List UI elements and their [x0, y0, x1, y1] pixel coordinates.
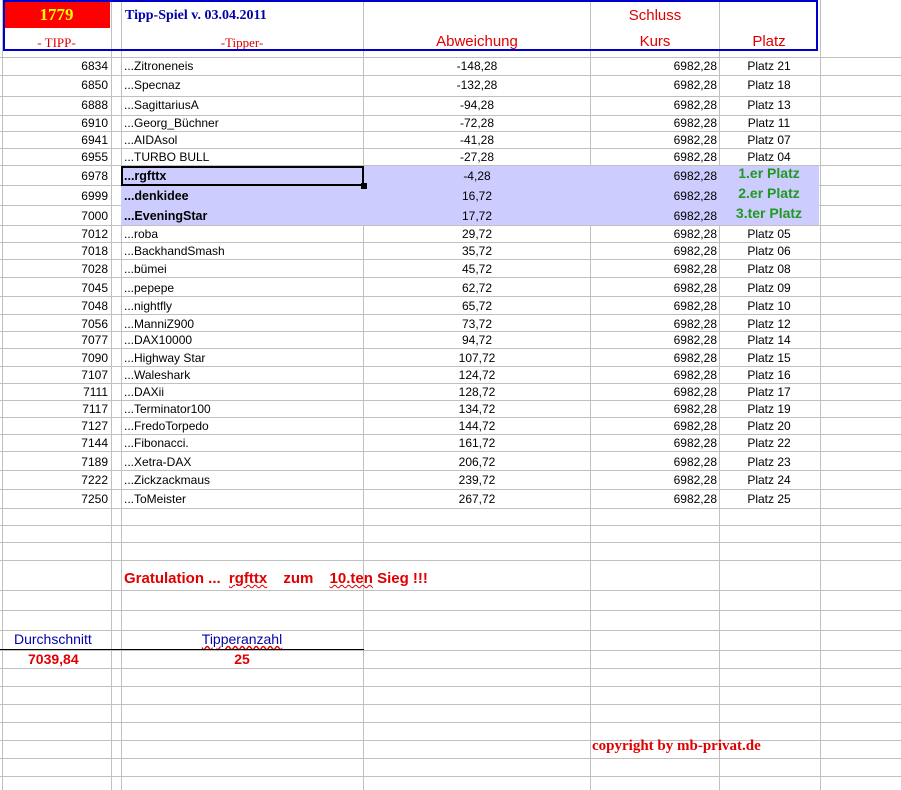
tipp-cell[interactable]: 7028 [81, 262, 108, 276]
row-gridline [0, 776, 901, 777]
tipper-name-cell[interactable]: ...Highway Star [124, 351, 206, 365]
row-gridline [0, 610, 901, 611]
tipp-cell[interactable]: 7045 [81, 281, 108, 295]
tipp-cell[interactable]: 7222 [81, 473, 108, 487]
kurs-cell[interactable]: 6982,28 [673, 227, 717, 241]
abweichung-cell[interactable]: 128,72 [458, 385, 496, 399]
kurs-cell[interactable]: 6982,28 [673, 150, 717, 164]
platz-cell[interactable]: 3.ter Platz [735, 205, 803, 221]
platz-cell[interactable]: Platz 23 [747, 455, 791, 469]
platz-cell[interactable]: Platz 25 [747, 492, 791, 506]
column-gridline [111, 0, 112, 790]
tipper-name-cell[interactable]: ...EveningStar [124, 209, 208, 223]
row-gridline [0, 704, 901, 705]
header-border [3, 0, 818, 51]
platz-cell[interactable]: Platz 18 [747, 78, 791, 92]
tipp-cell[interactable]: 7056 [81, 317, 108, 331]
kurs-cell[interactable]: 6982,28 [673, 116, 717, 130]
platz-cell[interactable]: Platz 06 [747, 244, 791, 258]
count-value: 25 [234, 651, 250, 667]
abweichung-cell[interactable]: 144,72 [458, 419, 496, 433]
tipp-cell[interactable]: 6888 [81, 98, 108, 112]
count-label: Tipperanzahl [201, 631, 283, 647]
platz-cell[interactable]: Platz 07 [747, 133, 791, 147]
row-gridline [0, 590, 901, 591]
abweichung-cell[interactable]: 134,72 [458, 402, 496, 416]
abweichung-cell[interactable]: 62,72 [461, 281, 493, 295]
kurs-cell[interactable]: 6982,28 [673, 351, 717, 365]
tipper-name-cell[interactable]: ...DAX10000 [124, 333, 193, 347]
platz-cell[interactable]: Platz 20 [747, 419, 791, 433]
abweichung-cell[interactable]: 107,72 [458, 351, 496, 365]
kurs-cell[interactable]: 6982,28 [673, 436, 717, 450]
platz-cell[interactable]: Platz 10 [747, 299, 791, 313]
tipp-cell[interactable]: 7189 [81, 455, 108, 469]
kurs-cell[interactable]: 6982,28 [673, 262, 717, 276]
tipper-name-cell[interactable]: ...FredoTorpedo [124, 419, 209, 433]
abweichung-cell[interactable]: -72,28 [459, 116, 495, 130]
abweichung-cell[interactable]: -27,28 [459, 150, 495, 164]
platz-cell[interactable]: Platz 24 [747, 473, 791, 487]
tipper-name-cell[interactable]: ...ToMeister [124, 492, 187, 506]
tipp-cell[interactable]: 6955 [81, 150, 108, 164]
tipp-cell[interactable]: 7107 [81, 368, 108, 382]
kurs-cell[interactable]: 6982,28 [673, 78, 717, 92]
kurs-cell[interactable]: 6982,28 [673, 189, 717, 203]
tipper-name-cell[interactable]: ...DAXii [124, 385, 165, 399]
abweichung-cell[interactable]: -4,28 [463, 169, 491, 183]
abweichung-cell[interactable]: 29,72 [461, 227, 493, 241]
platz-cell[interactable]: Platz 21 [747, 59, 791, 73]
game-title: Tipp-Spiel v. 03.04.2011 [125, 8, 267, 23]
platz-cell[interactable]: Platz 05 [747, 227, 791, 241]
gratulation-prefix: Gratulation ... [124, 570, 221, 587]
fill-handle[interactable] [361, 183, 367, 189]
tipp-cell[interactable]: 7090 [81, 351, 108, 365]
kurs-cell[interactable]: 6982,28 [673, 98, 717, 112]
tipp-cell[interactable]: 6834 [81, 59, 108, 73]
tipp-cell[interactable]: 7250 [81, 492, 108, 506]
tipper-name-cell[interactable]: ...nightfly [124, 299, 173, 313]
tipp-cell[interactable]: 7127 [81, 419, 108, 433]
kurs-cell[interactable]: 6982,28 [673, 492, 717, 506]
kurs-cell[interactable]: 6982,28 [673, 133, 717, 147]
abweichung-cell[interactable]: 16,72 [461, 189, 493, 203]
platz-cell[interactable]: Platz 16 [747, 368, 791, 382]
tipp-cell[interactable]: 6978 [81, 169, 108, 183]
tipp-cell[interactable]: 7018 [81, 244, 108, 258]
abweichung-cell[interactable]: 17,72 [461, 209, 493, 223]
tipper-name-cell[interactable]: ...Terminator100 [124, 402, 211, 416]
tipp-cell[interactable]: 6941 [81, 133, 108, 147]
row-gridline [0, 722, 901, 723]
kurs-cell[interactable]: 6982,28 [673, 59, 717, 73]
platz-cell[interactable]: Platz 19 [747, 402, 791, 416]
tipp-cell[interactable]: 7077 [81, 333, 108, 347]
copyright-text: copyright by mb-privat.de [592, 738, 761, 754]
kurs-cell[interactable]: 6982,28 [673, 419, 717, 433]
kurs-cell[interactable]: 6982,28 [673, 473, 717, 487]
abweichung-cell[interactable]: 124,72 [458, 368, 496, 382]
kurs-cell[interactable]: 6982,28 [673, 209, 717, 223]
kurs-cell[interactable]: 6982,28 [673, 244, 717, 258]
entry-count: 1779 [39, 5, 74, 24]
platz-cell[interactable]: Platz 22 [747, 436, 791, 450]
platz-cell[interactable]: Platz 12 [747, 317, 791, 331]
kurs-cell[interactable]: 6982,28 [673, 317, 717, 331]
platz-cell[interactable]: 1.er Platz [738, 165, 800, 181]
col-header-tipp: - TIPP- [37, 35, 76, 50]
tipp-cell[interactable]: 6999 [81, 189, 108, 203]
tipper-name-cell[interactable]: ...Waleshark [124, 368, 191, 382]
kurs-cell[interactable]: 6982,28 [673, 455, 717, 469]
kurs-cell[interactable]: 6982,28 [673, 169, 717, 183]
tipper-name-cell[interactable]: ...SagittariusA [124, 98, 199, 112]
active-cell-selection[interactable] [121, 166, 364, 186]
tipper-name-cell[interactable]: ...BackhandSmash [124, 244, 225, 258]
tipp-cell[interactable]: 6910 [81, 116, 108, 130]
schluss-label: Schluss [628, 7, 682, 24]
col-header-abweichung: Abweichung [436, 33, 518, 50]
platz-cell[interactable]: Platz 14 [747, 333, 791, 347]
platz-cell[interactable]: Platz 13 [747, 98, 791, 112]
abweichung-cell[interactable]: 65,72 [461, 299, 493, 313]
gratulation-count: 10.ten [329, 570, 373, 587]
abweichung-cell[interactable]: 73,72 [461, 317, 493, 331]
gratulation-winner: rgfttx [228, 570, 268, 587]
kurs-cell[interactable]: 6982,28 [673, 368, 717, 382]
col-header-tipper: -Tipper- [220, 35, 264, 50]
stats-underline [0, 649, 364, 650]
tipp-cell[interactable]: 7144 [81, 436, 108, 450]
platz-cell[interactable]: Platz 08 [747, 262, 791, 276]
col-header-platz: Platz [752, 33, 786, 50]
row-gridline [0, 542, 901, 543]
gratulation-line [124, 569, 428, 589]
tipper-name-cell[interactable]: ...bümei [124, 262, 167, 276]
tipp-cell[interactable]: 7000 [81, 209, 108, 223]
row-gridline [0, 686, 901, 687]
tipper-name-cell[interactable]: ...ManniZ900 [124, 317, 195, 331]
abweichung-cell[interactable]: -94,28 [459, 98, 495, 112]
tipp-cell[interactable]: 6850 [81, 78, 108, 92]
abweichung-cell[interactable]: 239,72 [458, 473, 496, 487]
tipper-name-cell[interactable]: ...roba [124, 227, 159, 241]
tipper-name-cell[interactable]: ...denkidee [124, 189, 189, 203]
row-gridline [0, 75, 901, 76]
tipper-name-cell[interactable]: ...Georg_Büchner [124, 116, 219, 130]
abweichung-cell[interactable]: -148,28 [456, 59, 498, 73]
tipper-name-cell[interactable]: ...Zickzackmaus [124, 473, 211, 487]
average-value: 7039,84 [28, 651, 79, 667]
row-gridline [0, 758, 901, 759]
row-gridline [0, 525, 901, 526]
tipper-name-cell[interactable]: ...rgfttx [124, 169, 167, 183]
kurs-cell[interactable]: 6982,28 [673, 281, 717, 295]
row-gridline [0, 489, 901, 490]
platz-cell[interactable]: Platz 09 [747, 281, 791, 295]
tipper-name-cell[interactable]: ...Zitroneneis [124, 59, 194, 73]
tipp-cell[interactable]: 7012 [81, 227, 108, 241]
abweichung-cell[interactable]: 45,72 [461, 262, 493, 276]
gratulation-suffix: Sieg !!! [377, 570, 428, 587]
kurs-cell[interactable]: 6982,28 [673, 299, 717, 313]
tipper-name-cell[interactable]: ...Specnaz [124, 78, 181, 92]
tipper-name-cell[interactable]: ...Xetra-DAX [124, 455, 192, 469]
platz-cell[interactable]: Platz 11 [747, 116, 791, 130]
platz-cell[interactable]: Platz 17 [747, 385, 791, 399]
tipper-name-cell[interactable]: ...AIDAsol [124, 133, 178, 147]
kurs-cell[interactable]: 6982,28 [673, 402, 717, 416]
gratulation-zum: zum [283, 570, 314, 587]
kurs-cell[interactable]: 6982,28 [673, 385, 717, 399]
abweichung-cell[interactable]: 267,72 [458, 492, 496, 506]
column-gridline [820, 0, 821, 790]
abweichung-cell[interactable]: -41,28 [459, 133, 495, 147]
tipp-cell[interactable]: 7117 [82, 402, 108, 416]
tipp-cell[interactable]: 7111 [83, 385, 108, 399]
abweichung-cell[interactable]: 161,72 [458, 436, 496, 450]
row-gridline [0, 508, 901, 509]
row-gridline [0, 668, 901, 669]
abweichung-cell[interactable]: -132,28 [456, 78, 498, 92]
tipper-name-cell[interactable]: ...pepepe [124, 281, 175, 295]
row-gridline [0, 560, 901, 561]
abweichung-cell[interactable]: 206,72 [458, 455, 496, 469]
platz-cell[interactable]: 2.er Platz [738, 185, 800, 201]
platz-cell[interactable]: Platz 04 [747, 150, 791, 164]
col-header-kurs: Kurs [639, 33, 671, 50]
row-gridline [0, 740, 901, 741]
tipper-name-cell[interactable]: ...Fibonacci. [124, 436, 189, 450]
tipper-name-cell[interactable]: ...TURBO BULL [124, 150, 210, 164]
abweichung-cell[interactable]: 94,72 [461, 333, 493, 347]
average-label: Durchschnitt [14, 631, 92, 647]
column-gridline [121, 0, 122, 790]
abweichung-cell[interactable]: 35,72 [461, 244, 493, 258]
platz-cell[interactable]: Platz 15 [747, 351, 791, 365]
tipp-cell[interactable]: 7048 [81, 299, 108, 313]
kurs-cell[interactable]: 6982,28 [673, 333, 717, 347]
